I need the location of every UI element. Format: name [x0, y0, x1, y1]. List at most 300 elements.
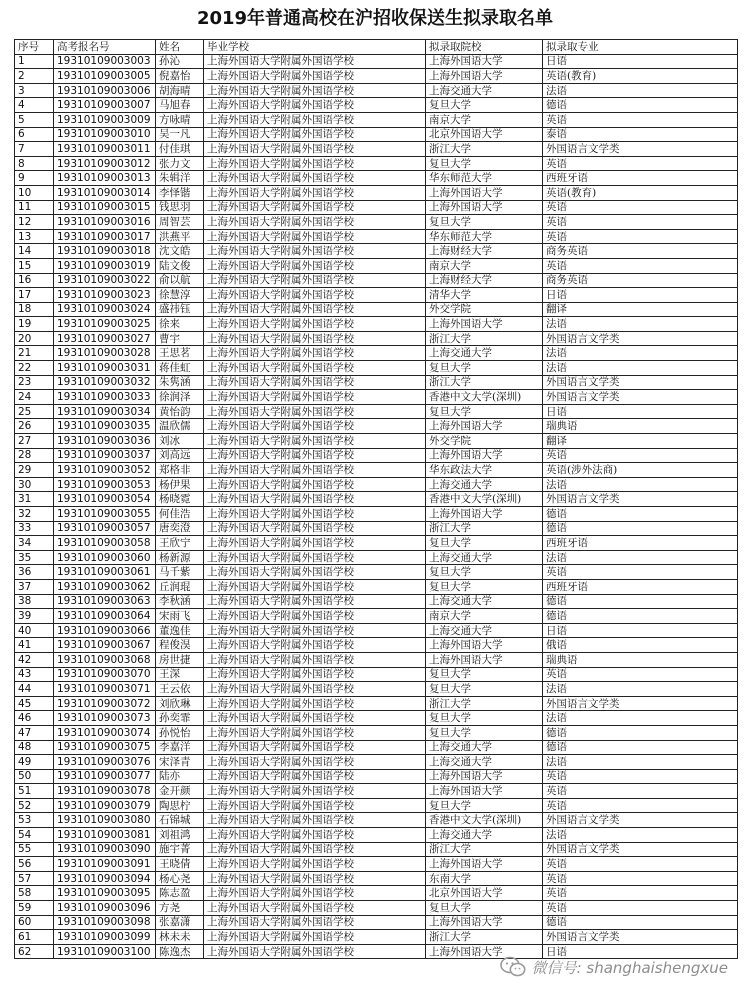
wechat-watermark — [500, 952, 728, 982]
student-name: 蒋佳虹 — [156, 361, 204, 376]
exam-registration-number: 19310109003013 — [54, 171, 156, 186]
admitted-major: 德语 — [543, 725, 738, 740]
row-number: 26 — [15, 419, 54, 434]
table-row — [15, 244, 738, 259]
row-number: 56 — [15, 857, 54, 872]
admitting-university: 复旦大学 — [426, 798, 543, 813]
exam-registration-number: 19310109003011 — [54, 142, 156, 157]
admitting-university: 浙江大学 — [426, 521, 543, 536]
exam-registration-number: 19310109003005 — [54, 69, 156, 84]
student-name: 倪嘉怡 — [156, 69, 204, 84]
exam-registration-number: 19310109003010 — [54, 127, 156, 142]
graduation-school: 上海外国语大学附属外国语学校 — [204, 185, 426, 200]
student-name: 温欣儒 — [156, 419, 204, 434]
row-number: 50 — [15, 769, 54, 784]
admitting-university: 复旦大学 — [426, 404, 543, 419]
row-number: 55 — [15, 842, 54, 857]
graduation-school: 上海外国语大学附属外国语学校 — [204, 361, 426, 376]
page-title: 2019年普通高校在沪招收保送生拟录取名单 — [196, 8, 554, 29]
exam-registration-number: 19310109003014 — [54, 185, 156, 200]
table-row — [15, 740, 738, 755]
graduation-school: 上海外国语大学附属外国语学校 — [204, 448, 426, 463]
exam-registration-number: 19310109003068 — [54, 652, 156, 667]
exam-registration-number: 19310109003015 — [54, 200, 156, 215]
table-row — [15, 857, 738, 872]
row-number: 36 — [15, 565, 54, 580]
admitted-major: 日语 — [543, 944, 738, 959]
graduation-school: 上海外国语大学附属外国语学校 — [204, 288, 426, 303]
admitted-major: 日语 — [543, 54, 738, 69]
admitted-major: 英语 — [543, 258, 738, 273]
student-name: 郑格非 — [156, 463, 204, 478]
student-name: 王欣宁 — [156, 536, 204, 551]
admitted-major: 日语 — [543, 623, 738, 638]
student-name: 周智芸 — [156, 215, 204, 230]
admitting-university: 华东政法大学 — [426, 463, 543, 478]
table-row — [15, 375, 738, 390]
admitting-university: 上海交通大学 — [426, 594, 543, 609]
table-row — [15, 725, 738, 740]
admitting-university: 浙江大学 — [426, 375, 543, 390]
table-row — [15, 536, 738, 551]
exam-registration-number: 19310109003009 — [54, 112, 156, 127]
admitted-major: 英语 — [543, 784, 738, 799]
admitting-university: 上海外国语大学 — [426, 317, 543, 332]
row-number: 25 — [15, 404, 54, 419]
graduation-school: 上海外国语大学附属外国语学校 — [204, 317, 426, 332]
graduation-school: 上海外国语大学附属外国语学校 — [204, 83, 426, 98]
row-number: 15 — [15, 258, 54, 273]
student-name: 黄怡韵 — [156, 404, 204, 419]
graduation-school: 上海外国语大学附属外国语学校 — [204, 871, 426, 886]
admitted-major: 瑞典语 — [543, 652, 738, 667]
table-row — [15, 565, 738, 580]
exam-registration-number: 19310109003073 — [54, 711, 156, 726]
student-name: 朱隽涵 — [156, 375, 204, 390]
admitting-university: 华东师范大学 — [426, 171, 543, 186]
graduation-school: 上海外国语大学附属外国语学校 — [204, 652, 426, 667]
exam-registration-number: 19310109003072 — [54, 696, 156, 711]
header-cell: 序号 — [15, 40, 54, 55]
admitting-university: 浙江大学 — [426, 142, 543, 157]
admitting-university: 上海交通大学 — [426, 623, 543, 638]
exam-registration-number: 19310109003053 — [54, 477, 156, 492]
student-name: 宋雨飞 — [156, 609, 204, 624]
row-number: 21 — [15, 346, 54, 361]
row-number: 12 — [15, 215, 54, 230]
admitted-major: 法语 — [543, 346, 738, 361]
row-number: 34 — [15, 536, 54, 551]
graduation-school: 上海外国语大学附属外国语学校 — [204, 434, 426, 449]
admitted-major: 日语 — [543, 288, 738, 303]
graduation-school: 上海外国语大学附属外国语学校 — [204, 594, 426, 609]
row-number: 52 — [15, 798, 54, 813]
graduation-school: 上海外国语大学附属外国语学校 — [204, 331, 426, 346]
admitting-university: 外交学院 — [426, 302, 543, 317]
exam-registration-number: 19310109003071 — [54, 682, 156, 697]
admitting-university: 复旦大学 — [426, 579, 543, 594]
row-number: 13 — [15, 229, 54, 244]
student-name: 石锦城 — [156, 813, 204, 828]
table-row — [15, 682, 738, 697]
table-row — [15, 419, 738, 434]
table-row — [15, 755, 738, 770]
admitted-major: 外国语言文学类 — [543, 331, 738, 346]
exam-registration-number: 19310109003031 — [54, 361, 156, 376]
row-number: 61 — [15, 930, 54, 945]
graduation-school: 上海外国语大学附属外国语学校 — [204, 842, 426, 857]
graduation-school: 上海外国语大学附属外国语学校 — [204, 127, 426, 142]
admitting-university: 上海外国语大学 — [426, 784, 543, 799]
graduation-school: 上海外国语大学附属外国语学校 — [204, 711, 426, 726]
row-number: 7 — [15, 142, 54, 157]
admitted-major: 外国语言文学类 — [543, 390, 738, 405]
admitted-major: 法语 — [543, 83, 738, 98]
exam-registration-number: 19310109003052 — [54, 463, 156, 478]
student-name: 付佳琪 — [156, 142, 204, 157]
table-row — [15, 302, 738, 317]
table-row — [15, 258, 738, 273]
exam-registration-number: 19310109003019 — [54, 258, 156, 273]
row-number: 30 — [15, 477, 54, 492]
student-name: 施宇菁 — [156, 842, 204, 857]
graduation-school: 上海外国语大学附属外国语学校 — [204, 784, 426, 799]
admitted-major: 英语 — [543, 565, 738, 580]
admitted-major: 英语 — [543, 871, 738, 886]
student-name: 沈文皓 — [156, 244, 204, 259]
admitting-university: 上海外国语大学 — [426, 448, 543, 463]
graduation-school: 上海外国语大学附属外国语学校 — [204, 492, 426, 507]
student-name: 马千紫 — [156, 565, 204, 580]
row-number: 43 — [15, 667, 54, 682]
graduation-school: 上海外国语大学附属外国语学校 — [204, 112, 426, 127]
student-name: 唐奕澄 — [156, 521, 204, 536]
admitting-university: 上海外国语大学 — [426, 419, 543, 434]
graduation-school: 上海外国语大学附属外国语学校 — [204, 565, 426, 580]
table-row — [15, 361, 738, 376]
admitted-major: 法语 — [543, 711, 738, 726]
admitting-university: 上海交通大学 — [426, 740, 543, 755]
admitted-major: 英语 — [543, 667, 738, 682]
admitted-major: 德语 — [543, 594, 738, 609]
admitted-major: 日语 — [543, 404, 738, 419]
student-name: 刘冰 — [156, 434, 204, 449]
admitted-major: 商务英语 — [543, 273, 738, 288]
table-row — [15, 784, 738, 799]
table-row — [15, 69, 738, 84]
graduation-school: 上海外国语大学附属外国语学校 — [204, 273, 426, 288]
table-row — [15, 156, 738, 171]
header-cell: 姓名 — [156, 40, 204, 55]
student-name: 刘高远 — [156, 448, 204, 463]
graduation-school: 上海外国语大学附属外国语学校 — [204, 725, 426, 740]
row-number: 8 — [15, 156, 54, 171]
row-number: 53 — [15, 813, 54, 828]
graduation-school: 上海外国语大学附属外国语学校 — [204, 98, 426, 113]
student-name: 王思茗 — [156, 346, 204, 361]
student-name: 林未未 — [156, 930, 204, 945]
graduation-school: 上海外国语大学附属外国语学校 — [204, 477, 426, 492]
student-name: 刘祖鸿 — [156, 828, 204, 843]
admitting-university: 上海外国语大学 — [426, 652, 543, 667]
admitting-university: 复旦大学 — [426, 682, 543, 697]
student-name: 杨新源 — [156, 550, 204, 565]
row-number: 29 — [15, 463, 54, 478]
admitted-major: 英语(教育) — [543, 185, 738, 200]
table-header-row — [15, 40, 738, 55]
admitted-major: 德语 — [543, 740, 738, 755]
row-number: 44 — [15, 682, 54, 697]
student-name: 马旭春 — [156, 98, 204, 113]
graduation-school: 上海外国语大学附属外国语学校 — [204, 886, 426, 901]
table-row — [15, 652, 738, 667]
admitted-major: 英语 — [543, 769, 738, 784]
admitted-major: 德语 — [543, 609, 738, 624]
student-name: 王深 — [156, 667, 204, 682]
admitting-university: 香港中文大学(深圳) — [426, 813, 543, 828]
graduation-school: 上海外国语大学附属外国语学校 — [204, 142, 426, 157]
table-row — [15, 638, 738, 653]
table-row — [15, 317, 738, 332]
graduation-school: 上海外国语大学附属外国语学校 — [204, 390, 426, 405]
admitting-university: 上海外国语大学 — [426, 200, 543, 215]
table-row — [15, 448, 738, 463]
graduation-school: 上海外国语大学附属外国语学校 — [204, 521, 426, 536]
admitting-university: 复旦大学 — [426, 725, 543, 740]
graduation-school: 上海外国语大学附属外国语学校 — [204, 215, 426, 230]
row-number: 40 — [15, 623, 54, 638]
student-name: 李怿锴 — [156, 185, 204, 200]
wechat-icon — [500, 956, 526, 978]
exam-registration-number: 19310109003006 — [54, 83, 156, 98]
admitting-university: 上海外国语大学 — [426, 857, 543, 872]
admission-table — [14, 39, 738, 959]
admitting-university: 上海交通大学 — [426, 550, 543, 565]
admitting-university: 复旦大学 — [426, 536, 543, 551]
admitting-university: 上海外国语大学 — [426, 54, 543, 69]
admitted-major: 泰语 — [543, 127, 738, 142]
exam-registration-number: 19310109003034 — [54, 404, 156, 419]
exam-registration-number: 19310109003024 — [54, 302, 156, 317]
admitted-major: 法语 — [543, 828, 738, 843]
admitted-major: 外国语言文学类 — [543, 930, 738, 945]
exam-registration-number: 19310109003016 — [54, 215, 156, 230]
row-number: 42 — [15, 652, 54, 667]
exam-registration-number: 19310109003057 — [54, 521, 156, 536]
exam-registration-number: 19310109003007 — [54, 98, 156, 113]
table-row — [15, 98, 738, 113]
admitting-university: 复旦大学 — [426, 156, 543, 171]
admitted-major: 英语(教育) — [543, 69, 738, 84]
student-name: 陈志盈 — [156, 886, 204, 901]
student-name: 张力文 — [156, 156, 204, 171]
row-number: 10 — [15, 185, 54, 200]
exam-registration-number: 19310109003074 — [54, 725, 156, 740]
admitting-university: 上海外国语大学 — [426, 769, 543, 784]
row-number: 46 — [15, 711, 54, 726]
exam-registration-number: 19310109003098 — [54, 915, 156, 930]
exam-registration-number: 19310109003017 — [54, 229, 156, 244]
table-row — [15, 871, 738, 886]
exam-registration-number: 19310109003061 — [54, 565, 156, 580]
table-row — [15, 798, 738, 813]
row-number: 54 — [15, 828, 54, 843]
row-number: 58 — [15, 886, 54, 901]
admitted-major: 英语 — [543, 798, 738, 813]
admitted-major: 法语 — [543, 361, 738, 376]
row-number: 60 — [15, 915, 54, 930]
graduation-school: 上海外国语大学附属外国语学校 — [204, 682, 426, 697]
table-row — [15, 229, 738, 244]
exam-registration-number: 19310109003023 — [54, 288, 156, 303]
graduation-school: 上海外国语大学附属外国语学校 — [204, 244, 426, 259]
admitting-university: 南京大学 — [426, 609, 543, 624]
table-row — [15, 142, 738, 157]
graduation-school: 上海外国语大学附属外国语学校 — [204, 667, 426, 682]
table-row — [15, 346, 738, 361]
exam-registration-number: 19310109003018 — [54, 244, 156, 259]
admitted-major: 西班牙语 — [543, 579, 738, 594]
admitting-university: 上海交通大学 — [426, 477, 543, 492]
table-row — [15, 915, 738, 930]
table-row — [15, 331, 738, 346]
admitting-university: 上海外国语大学 — [426, 69, 543, 84]
student-name: 方尧 — [156, 901, 204, 916]
admitted-major: 法语 — [543, 682, 738, 697]
exam-registration-number: 19310109003079 — [54, 798, 156, 813]
admitted-major: 英语 — [543, 857, 738, 872]
admitting-university: 上海外国语大学 — [426, 507, 543, 522]
student-name: 曹宇 — [156, 331, 204, 346]
admitting-university: 浙江大学 — [426, 696, 543, 711]
row-number: 18 — [15, 302, 54, 317]
admitting-university: 上海财经大学 — [426, 244, 543, 259]
student-name: 程俊淏 — [156, 638, 204, 653]
exam-registration-number: 19310109003066 — [54, 623, 156, 638]
exam-registration-number: 19310109003096 — [54, 901, 156, 916]
admitting-university: 上海外国语大学 — [426, 638, 543, 653]
exam-registration-number: 19310109003012 — [54, 156, 156, 171]
admitted-major: 翻译 — [543, 434, 738, 449]
graduation-school: 上海外国语大学附属外国语学校 — [204, 463, 426, 478]
table-row — [15, 813, 738, 828]
graduation-school: 上海外国语大学附属外国语学校 — [204, 813, 426, 828]
admitting-university: 华东师范大学 — [426, 229, 543, 244]
admitted-major: 商务英语 — [543, 244, 738, 259]
exam-registration-number: 19310109003037 — [54, 448, 156, 463]
admitted-major: 外国语言文学类 — [543, 842, 738, 857]
exam-registration-number: 19310109003033 — [54, 390, 156, 405]
admitting-university: 北京外国语大学 — [426, 886, 543, 901]
table-row — [15, 273, 738, 288]
table-row — [15, 828, 738, 843]
row-number: 37 — [15, 579, 54, 594]
graduation-school: 上海外国语大学附属外国语学校 — [204, 171, 426, 186]
graduation-school: 上海外国语大学附属外国语学校 — [204, 944, 426, 959]
student-name: 陆文俊 — [156, 258, 204, 273]
admitting-university: 上海交通大学 — [426, 828, 543, 843]
exam-registration-number: 19310109003025 — [54, 317, 156, 332]
admitting-university: 上海财经大学 — [426, 273, 543, 288]
table-row — [15, 200, 738, 215]
table-row — [15, 463, 738, 478]
watermark-text: 微信号: shanghaishengxue — [531, 958, 728, 977]
student-name: 刘欣琳 — [156, 696, 204, 711]
graduation-school: 上海外国语大学附属外国语学校 — [204, 915, 426, 930]
exam-registration-number: 19310109003028 — [54, 346, 156, 361]
row-number: 57 — [15, 871, 54, 886]
admitted-major: 英语 — [543, 156, 738, 171]
table-row — [15, 477, 738, 492]
row-number: 32 — [15, 507, 54, 522]
admitted-major: 法语 — [543, 477, 738, 492]
exam-registration-number: 19310109003058 — [54, 536, 156, 551]
student-name: 胡海晴 — [156, 83, 204, 98]
header-cell: 高考报名号 — [54, 40, 156, 55]
row-number: 28 — [15, 448, 54, 463]
row-number: 27 — [15, 434, 54, 449]
row-number: 16 — [15, 273, 54, 288]
graduation-school: 上海外国语大学附属外国语学校 — [204, 346, 426, 361]
admitting-university: 浙江大学 — [426, 331, 543, 346]
table-row — [15, 215, 738, 230]
table-body — [15, 54, 738, 959]
table-row — [15, 842, 738, 857]
admitting-university: 上海外国语大学 — [426, 185, 543, 200]
exam-registration-number: 19310109003090 — [54, 842, 156, 857]
row-number: 1 — [15, 54, 54, 69]
student-name: 王晓倩 — [156, 857, 204, 872]
header-cell: 毕业学校 — [204, 40, 426, 55]
admitted-major: 俄语 — [543, 638, 738, 653]
graduation-school: 上海外国语大学附属外国语学校 — [204, 258, 426, 273]
table-row — [15, 609, 738, 624]
student-name: 洪燕平 — [156, 229, 204, 244]
row-number: 49 — [15, 755, 54, 770]
admitting-university: 浙江大学 — [426, 930, 543, 945]
admitted-major: 法语 — [543, 550, 738, 565]
student-name: 金开颜 — [156, 784, 204, 799]
row-number: 17 — [15, 288, 54, 303]
row-number: 2 — [15, 69, 54, 84]
exam-registration-number: 19310109003036 — [54, 434, 156, 449]
graduation-school: 上海外国语大学附属外国语学校 — [204, 54, 426, 69]
exam-registration-number: 19310109003063 — [54, 594, 156, 609]
row-number: 62 — [15, 944, 54, 959]
table-row — [15, 623, 738, 638]
admitted-major: 瑞典语 — [543, 419, 738, 434]
exam-registration-number: 19310109003095 — [54, 886, 156, 901]
row-number: 47 — [15, 725, 54, 740]
row-number: 41 — [15, 638, 54, 653]
admitted-major: 西班牙语 — [543, 171, 738, 186]
exam-registration-number: 19310109003003 — [54, 54, 156, 69]
student-name: 李嘉洋 — [156, 740, 204, 755]
admitting-university: 上海外国语大学 — [426, 944, 543, 959]
row-number: 6 — [15, 127, 54, 142]
table-row — [15, 930, 738, 945]
table-row — [15, 696, 738, 711]
admitted-major: 英语 — [543, 886, 738, 901]
student-name: 房世捷 — [156, 652, 204, 667]
exam-registration-number: 19310109003022 — [54, 273, 156, 288]
table-row — [15, 550, 738, 565]
admitted-major: 英语 — [543, 200, 738, 215]
exam-registration-number: 19310109003064 — [54, 609, 156, 624]
admitting-university: 东南大学 — [426, 871, 543, 886]
graduation-school: 上海外国语大学附属外国语学校 — [204, 623, 426, 638]
row-number: 9 — [15, 171, 54, 186]
